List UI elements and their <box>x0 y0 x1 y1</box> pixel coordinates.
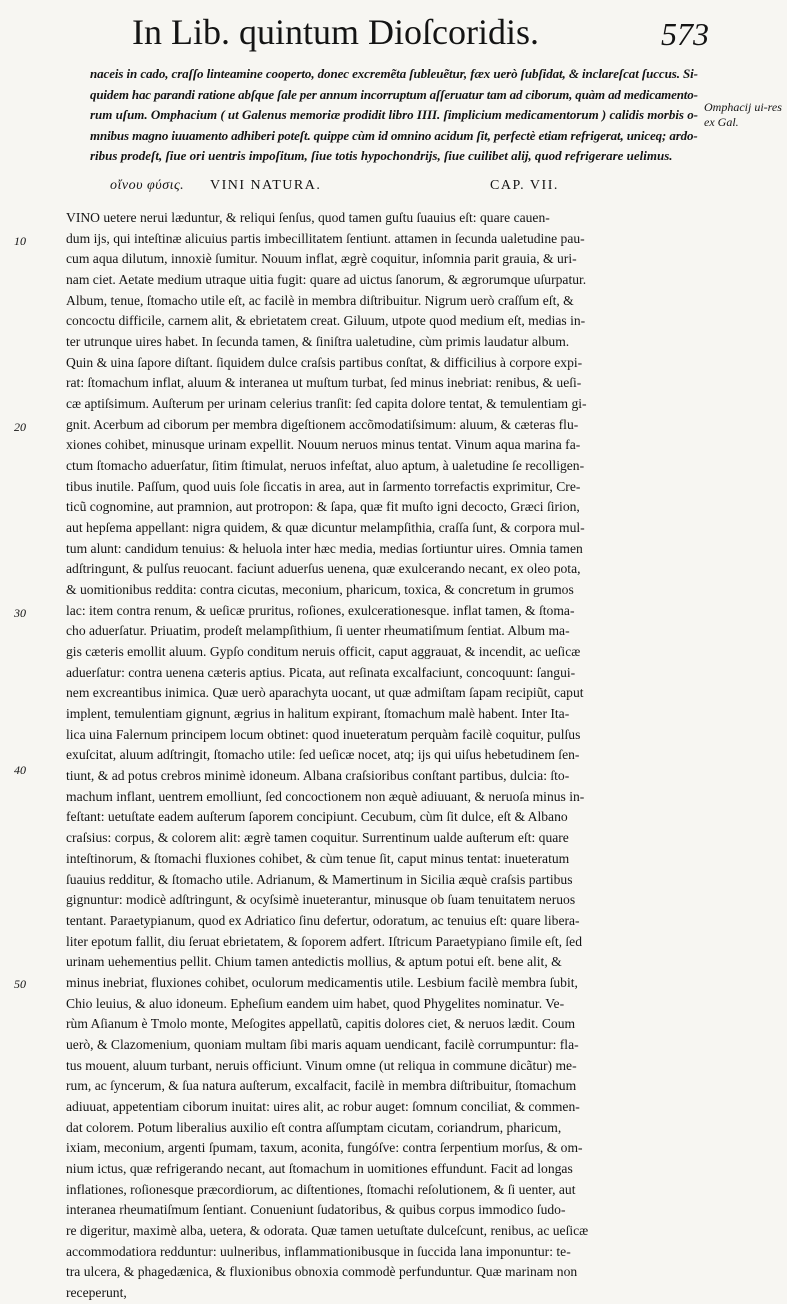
body-line: re digeritur, maximè alba, uetera, & odorata. Quæ tamen uetuſtate dulceſcunt, renibus, ac ueſicæ <box>66 1222 589 1238</box>
marginal-note: Omphacij ui-res ex Gal. <box>704 100 782 129</box>
body-line: gis cæteris emollit aluum. Gypſo conditum neruis officit, caput aggrauat, & incendit, ac ueſicæ <box>66 644 581 660</box>
body-line: rùm Aſianum è Tmolo monte, Meſogites appellatũ, capitis dolores ciet, & neruos lædit. Coum <box>66 1016 576 1032</box>
body-line: implent, temulentiam gignunt, ægrius in halitum expirant, ſtomachum malè habent. Inter Ita- <box>66 706 570 722</box>
body-line: inteſtinorum, & ſtomachi fluxiones cohibet, & cùm tenue ſit, caput minus tentat: inueteratum <box>66 850 570 866</box>
body-line: gignuntur: modicè adſtringunt, & ocyſsimè inueterantur, minusque ob ſuam tenuitatem neruos <box>66 892 576 908</box>
chapter-title: VINI NATURA. <box>210 178 322 193</box>
body-line: dat colorem. Potum liberalius auxilio eſt contra aſſumptam cicutam, coriandrum, pharicum, <box>66 1119 562 1135</box>
body-line: adſtringunt, & pulſus reuocant. faciunt aduerſus uenena, quæ exulcerando necant, ex oleo pota, <box>66 561 581 577</box>
intro-line: naceis in cado, craſſo linteamine cooperto, donec excremẽta ſubleuẽtur, fæx uerò ſubſidat, & inclareſcat ſuccus. Si- <box>90 66 698 81</box>
body-line: Album, tenue, ſtomacho utile eſt, ac facilè in membra diſtribuitur. Nigrum uerò craſſum eſt, & <box>66 292 574 308</box>
body-line: & uomitionibus reddita: contra cicutas, meconium, pharicum, toxica, & concretum in grumos <box>66 582 574 598</box>
body-line: interanea rheumatiſmum ſentiant. Conueniunt ſudatoribus, & quibus corpus immodico ſudo- <box>66 1202 566 1218</box>
body-line: machum inflant, uentrem emolliunt, ſed concoctionem non æquè adiuuant, & neruoſa minus in- <box>66 788 585 804</box>
body-line: cæ aptiſsimum. Auſterum per urinam celerius tranſit: ſed capita dolore tentat, & temulentiam gi- <box>66 396 587 412</box>
body-line: tus mouent, aluum turbant, neruis officiunt. Vinum omne (ut reliqua in commune dicãtur) me- <box>66 1057 577 1073</box>
page-number: 573 <box>661 16 709 52</box>
body-line: VINO uetere nerui læduntur, & reliqui ſenſus, quod tamen guſtu ſuauius eſt: quare cauen- <box>66 210 550 225</box>
body-line: lica uina Falernum principem locum obtinet: quod inueteratum perquàm facilè coquitur, pulſus <box>66 726 581 742</box>
line-number: 10 <box>14 234 26 248</box>
body-line: urinam uehementius pellit. Chium tamen antedictis mollius, & aptum potui eſt. bene alit, & <box>66 954 562 970</box>
body-line: nam ciet. Aetate medium utraque uitia fugit: quare ad uictus ſanorum, & ægrorumque uſurpatur. <box>66 272 587 288</box>
body-line: liter epotum fallit, diu ſeruat ebrietatem, & ſoporem adfert. Iſtricum Paraetypiano ſimile eſt, ſed <box>66 933 583 949</box>
body-line: ſuauius redditur, & ſtomacho utile. Adrianum, & Mamertinum in Sicilia æquè craſsis partibus <box>66 871 573 887</box>
body-line: gnit. Acerbum ad ciborum per membra digeſtionem accõmodatiſsimum: aluum, & cæteras flu- <box>66 416 579 432</box>
body-line: feſtant: uetuſtate eadem auſterum ſaporem concipiunt. Cecubum, cùm ſit dulce, eſt & Albano <box>66 809 568 825</box>
body-line: accommodatiora redduntur: uulneribus, inflammationibusque in ſuccida lana imponuntur: te- <box>66 1243 571 1259</box>
line-number: 40 <box>14 763 26 777</box>
running-head: In Lib. quintum Dioſcoridis. <box>132 12 539 52</box>
body-line: minus inebriat, fluxiones cohibet, oculorum medicamentis utile. Lesbium facilè membra ſubit, <box>66 974 578 990</box>
body-line: Chio leuius, & aluo idoneum. Epheſium eandem uim habet, quod Phygelites nominatur. Ve- <box>66 995 565 1011</box>
body-line: ticũ cognomine, aut pramnion, aut protropon: & ſapa, quæ fit muſto igni decocto, Græci ſirion, <box>66 499 580 515</box>
body-line: nem excreantibus inimica. Quæ uerò aparachyta uocant, ut quæ admiſtam ſapam recipiũt, caput <box>66 685 584 701</box>
intro-line: quidem hac parandi ratione abſque ſale per annum incorruptum aſſeruatur tam ad ciborum, quàm ad medicamento- <box>90 86 698 102</box>
chapter-greek-title: οἴνου φύσις. <box>110 178 185 193</box>
body-line: rat: ſtomachum inflat, aluum & interanea ut muſtum turbat, ſed minus inebriat: renibus, & ueſi- <box>66 375 582 391</box>
body-line: adiuuat, appetentiam ciborum inuitat: uires alit, ac robur auget: ſomnum conciliat, & commen- <box>66 1098 580 1114</box>
intro-line: mnibus magno iuuamento adhiberi poteſt. quippe cùm id omnino acidum ſit, perfectè etiam refrigerat, uniceq; ardo- <box>90 127 698 143</box>
body-line: inflationes, roſionesque præcordiorum, ac diſtentiones, ſtomachi reſolutionem, & ſi uenter, aut <box>66 1181 576 1197</box>
line-number: 30 <box>14 606 26 620</box>
body-line: concoctu difficile, carnem alit, & ebrietatem creat. Giluum, utpote quod medium eſt, medias in- <box>66 313 586 329</box>
body-line: rum, ac ſyncerum, & ſua natura auſterum, excalfacit, facilè in membra diſtribuitur, ſtomachum <box>66 1078 577 1094</box>
body-line: aduerſatur: contra uenena cæteris aptius. Picata, aut reſinata excalfaciunt, concoquunt: ſangui- <box>66 664 576 680</box>
body-line: ctum ſtomacho aduerſatur, ſitim ſtimulat, neruos infeſtat, aluo aptum, à ualetudine ſe recolligen- <box>66 458 585 474</box>
body-line: ter utrunque uires habet. In ſecunda tamen, & ſiniſtra ualetudine, cùm primis laudatur album. <box>66 334 570 350</box>
body-line: tibus inutile. Paſſum, quod uuis ſole ſiccatis in area, aut in ſarmento torrefactis exprimitur, Cre- <box>66 478 581 494</box>
body-line: cho aduerſatur. Priuatim, prodeſt melampſithium, ſi uenter rheumatiſmum ſentiat. Album ma- <box>66 623 570 639</box>
body-line: exuſcitat, aluum adſtringit, ſtomacho utile: ſed ueſicæ nocet, atq; ijs qui uiſus hebetudinem ſen- <box>66 747 580 763</box>
body-line: receperunt, <box>66 1284 127 1300</box>
line-number: 50 <box>14 977 26 991</box>
intro-paragraph <box>90 64 698 167</box>
body-line: cum aqua dilutum, innoxiè ſumitur. Nouum inflat, ægrè coquitur, inſomnia parit grauia, & uri- <box>66 251 577 267</box>
chapter-heading <box>110 176 710 198</box>
body-line: nium ictus, quæ refrigerando necant, aut ſtomachum in uomitiones effundunt. Facit ad longas <box>66 1160 573 1176</box>
body-line: Quin & uina ſapore diſtant. ſiquidem dulce craſsis partibus conſtat, & difficilius à corpore expi- <box>66 354 583 370</box>
body-line: tiunt, & ad potus crebros minimè idoneum. Albana craſsioribus conſtant partibus, dulcia: ſto- <box>66 768 570 784</box>
body-line: tentant. Paraetypianum, quod ex Adriatico ſinu defertur, odoratum, ac tenuius eſt: quare libera- <box>66 912 580 928</box>
body-line: craſsius: corpus, & colorem alit: ægrè tamen coquitur. Surrentinum ualde auſterum eſt: quare <box>66 830 569 846</box>
body-line: xiones cohibet, minusque urinam expellit. Nouum neruos minus tentat. Vinum aqua marina fa- <box>66 437 581 453</box>
body-text <box>66 208 706 1304</box>
body-line: lac: item contra renum, & ueſicæ pruritus, roſiones, exulcerationesque. inflat tamen, & ſtoma- <box>66 602 575 618</box>
body-line: tra ulcera, & phagedænica, & fluxionibus obnoxia commodè perfunduntur. Quæ marinam non <box>66 1264 578 1280</box>
page-header <box>0 0 787 64</box>
intro-line: ribus prodeſt, ſiue ori uentris impoſitum, ſiue totis hypochondrijs, ſiue cuilibet alij, quod refrigerare uelimus. <box>90 148 673 163</box>
body-line: dum ijs, qui inteſtinæ alicuius partis imbecillitatem ſentiunt. attamen in ſecunda ualetudine pau- <box>66 230 585 246</box>
intro-line: rum uſum. Omphacium ( ut Galenus memoriæ prodidit libro IIII. ſimplicium medicamentorum ) calidis morbis o- <box>90 107 698 122</box>
line-number: 20 <box>14 420 26 434</box>
body-line: uerò, & Clazomenium, quoniam multam ſibi maris aquam uendicant, facilè corrumpuntur: fla- <box>66 1036 579 1052</box>
body-line: aut hepſema appellant: nigra quidem, & quæ dicuntur melampſithia, craſſa ſunt, & corpora mul- <box>66 520 585 536</box>
body-line: tum alunt: candidum tenuius: & heluola inter hæc media, medias ſortiuntur uires. Omnia tamen <box>66 540 583 556</box>
chapter-number: CAP. VII. <box>490 178 559 193</box>
body-line: ixiam, meconium, argenti ſpumam, taxum, aconita, fungóſve: contra ſerpentium morſus, & om- <box>66 1140 583 1156</box>
